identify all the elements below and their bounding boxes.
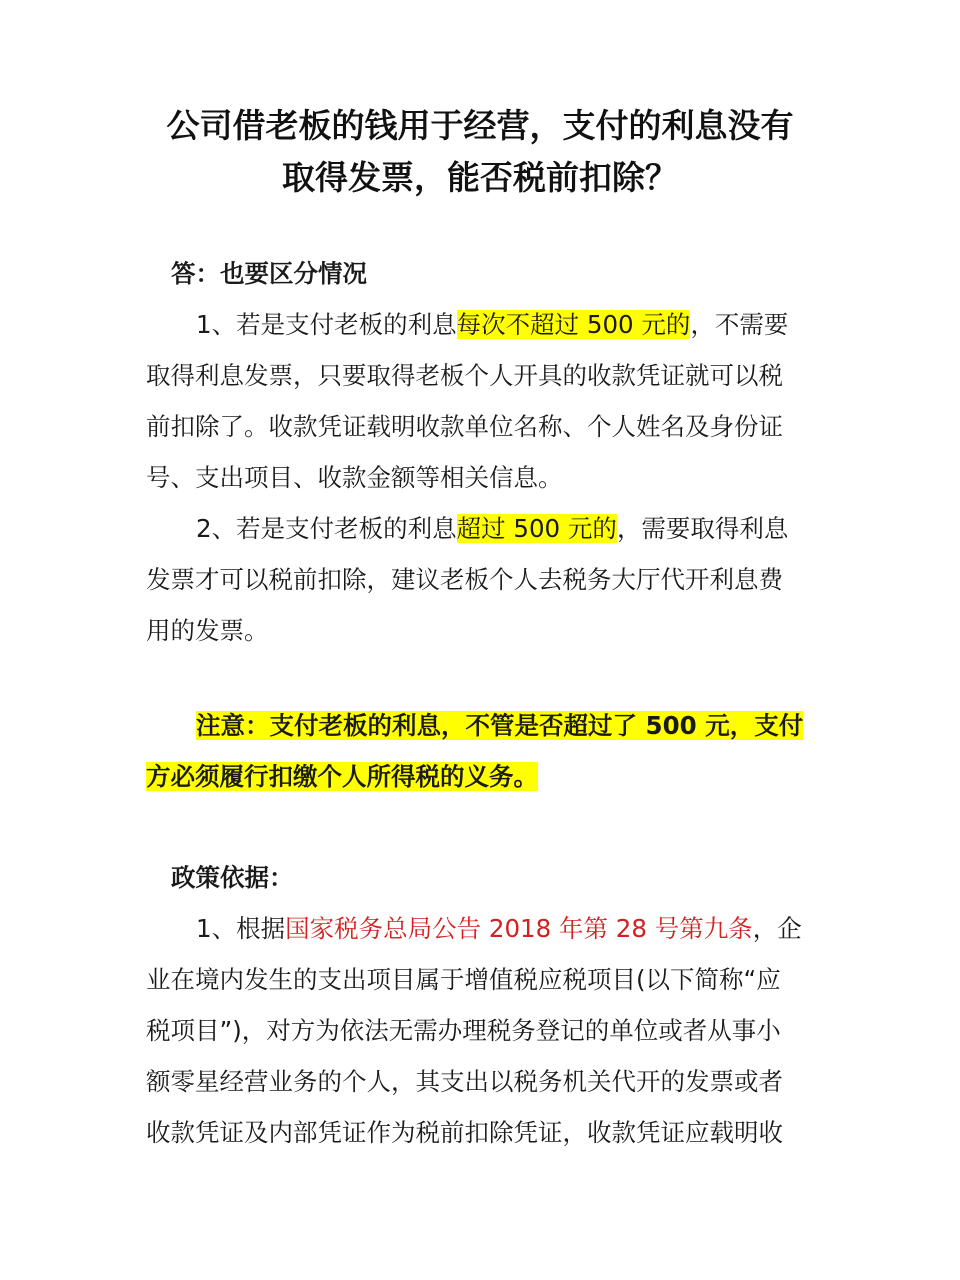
policy-section [146, 852, 826, 1158]
policy-item-1-prefix: 1、根据 [196, 914, 286, 943]
answer-item-1-line-4: 号、支出项目、收款金额等相关信息。 [146, 463, 563, 492]
page-title [100, 100, 860, 204]
title-line-1: 公司借老板的钱用于经营，支付的利息没有 [166, 106, 794, 145]
answer-item-2-line-2: 发票才可以税前扣除，建议老板个人去税务大厅代开利息费 [146, 565, 783, 594]
note-line-1-text: 注意：支付老板的利息，不管是否超过了 500 元，支付 [196, 711, 804, 740]
answer-section [146, 248, 826, 656]
answer-item-1-suffix: ，不需要 [690, 310, 789, 339]
note-line-2 [146, 751, 826, 802]
note-line-1 [146, 700, 826, 751]
answer-heading: 答：也要区分情况 [171, 259, 367, 288]
policy-item-1-line-2: 业在境内发生的支出项目属于增值税应税项目(以下简称“应 [146, 965, 781, 994]
answer-item-2-line-1 [146, 503, 826, 554]
answer-item-2-highlight: 超过 500 元的 [456, 514, 617, 543]
answer-item-1-highlight: 每次不超过 500 元的 [456, 310, 691, 339]
answer-item-2-suffix: ，需要取得利息 [616, 514, 789, 543]
policy-item-1-line-1 [146, 903, 826, 954]
answer-item-2-prefix: 2、若是支付老板的利息 [196, 514, 457, 543]
policy-item-1-line-4: 额零星经营业务的个人，其支出以税务机关代开的发票或者 [146, 1067, 783, 1096]
answer-item-1-line-1 [146, 299, 826, 350]
policy-item-1-reference: 国家税务总局公告 2018 年第 28 号第九条 [285, 914, 753, 943]
policy-item-1-line-5: 收款凭证及内部凭证作为税前扣除凭证，收款凭证应载明收 [146, 1118, 783, 1147]
answer-item-1-line-3: 前扣除了。收款凭证载明收款单位名称、个人姓名及身份证 [146, 412, 783, 441]
title-line-2: 取得发票，能否税前扣除？ [282, 158, 678, 197]
answer-item-1-prefix: 1、若是支付老板的利息 [196, 310, 457, 339]
policy-heading: 政策依据： [171, 863, 294, 892]
note-section [146, 700, 826, 802]
policy-item-1-suffix: ，企 [752, 914, 802, 943]
note-line-2-text: 方必须履行扣缴个人所得税的义务。 [146, 762, 538, 791]
policy-item-1-line-3: 税项目”)，对方为依法无需办理税务登记的单位或者从事小 [146, 1016, 781, 1045]
answer-item-1-line-2: 取得利息发票，只要取得老板个人开具的收款凭证就可以税 [146, 361, 783, 390]
answer-item-2-line-3: 用的发票。 [146, 616, 269, 645]
